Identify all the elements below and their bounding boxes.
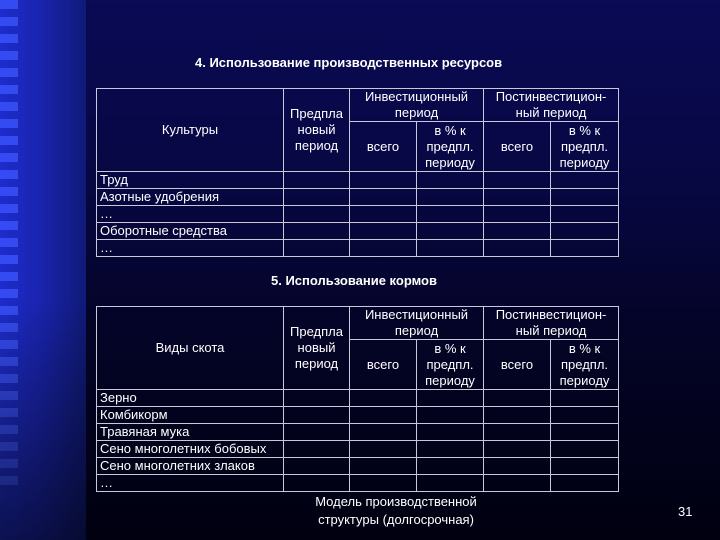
decorative-side-strip <box>0 0 86 540</box>
empty-cell <box>284 223 350 240</box>
slide-footer <box>300 493 492 529</box>
header-planned-period: Предпла новый период <box>284 307 350 390</box>
empty-cell <box>284 424 350 441</box>
table-row <box>97 475 619 492</box>
empty-cell <box>484 441 551 458</box>
empty-cell <box>350 475 417 492</box>
footer-line-2: структуры (долгосрочная) <box>318 512 474 527</box>
empty-cell <box>350 223 417 240</box>
header-investment-period: Инвестиционный период <box>350 89 484 122</box>
empty-cell <box>484 407 551 424</box>
section-title-resources: 4. Использование производственных ресурсов <box>195 55 503 70</box>
empty-cell <box>551 189 619 206</box>
header-percent: в % к предпл. периоду <box>417 340 484 390</box>
row-label: Травяная мука <box>97 424 284 441</box>
empty-cell <box>417 407 484 424</box>
table-row <box>97 458 619 475</box>
empty-cell <box>551 206 619 223</box>
row-label: … <box>97 206 284 223</box>
empty-cell <box>551 424 619 441</box>
row-label: Оборотные средства <box>97 223 284 240</box>
empty-cell <box>417 206 484 223</box>
empty-cell <box>284 458 350 475</box>
empty-cell <box>350 390 417 407</box>
empty-cell <box>484 424 551 441</box>
empty-cell <box>284 390 350 407</box>
table-row <box>97 189 619 206</box>
header-planned-period: Предпла новый период <box>284 89 350 172</box>
header-postinvestment-period: Постинвестицион-ный период <box>484 307 619 340</box>
empty-cell <box>417 189 484 206</box>
row-label: Зерно <box>97 390 284 407</box>
empty-cell <box>484 206 551 223</box>
empty-cell <box>350 206 417 223</box>
table-row <box>97 172 619 189</box>
footer-line-1: Модель производственной <box>315 494 477 509</box>
empty-cell <box>284 206 350 223</box>
feed-table <box>96 306 619 492</box>
empty-cell <box>417 424 484 441</box>
empty-cell <box>417 458 484 475</box>
row-label: Сено многолетних злаков <box>97 458 284 475</box>
row-label: … <box>97 240 284 257</box>
table-row <box>97 441 619 458</box>
empty-cell <box>484 458 551 475</box>
empty-cell <box>350 172 417 189</box>
empty-cell <box>284 475 350 492</box>
header-total: всего <box>484 122 551 172</box>
header-percent: в % к предпл. периоду <box>417 122 484 172</box>
empty-cell <box>350 424 417 441</box>
header-percent: в % к предпл. периоду <box>551 122 619 172</box>
empty-cell <box>284 441 350 458</box>
header-livestock: Виды скота <box>97 307 284 390</box>
empty-cell <box>284 407 350 424</box>
header-total: всего <box>350 122 417 172</box>
header-crops: Культуры <box>97 89 284 172</box>
empty-cell <box>417 223 484 240</box>
empty-cell <box>417 390 484 407</box>
empty-cell <box>484 475 551 492</box>
empty-cell <box>484 189 551 206</box>
section-title-feed: 5. Использование кормов <box>271 273 437 288</box>
header-total: всего <box>350 340 417 390</box>
empty-cell <box>551 475 619 492</box>
row-label: Азотные удобрения <box>97 189 284 206</box>
row-label: … <box>97 475 284 492</box>
empty-cell <box>417 172 484 189</box>
table-row <box>97 223 619 240</box>
empty-cell <box>484 223 551 240</box>
table-row <box>97 240 619 257</box>
empty-cell <box>551 407 619 424</box>
empty-cell <box>284 189 350 206</box>
row-label: Сено многолетних бобовых <box>97 441 284 458</box>
empty-cell <box>350 441 417 458</box>
table-row <box>97 424 619 441</box>
empty-cell <box>484 240 551 257</box>
empty-cell <box>417 475 484 492</box>
table-row <box>97 390 619 407</box>
row-label: Труд <box>97 172 284 189</box>
table-row <box>97 206 619 223</box>
empty-cell <box>551 441 619 458</box>
empty-cell <box>350 240 417 257</box>
header-total: всего <box>484 340 551 390</box>
empty-cell <box>551 240 619 257</box>
empty-cell <box>551 458 619 475</box>
empty-cell <box>484 390 551 407</box>
empty-cell <box>417 441 484 458</box>
empty-cell <box>350 458 417 475</box>
page-number: 31 <box>678 504 693 519</box>
empty-cell <box>484 172 551 189</box>
row-label: Комбикорм <box>97 407 284 424</box>
empty-cell <box>551 223 619 240</box>
empty-cell <box>284 172 350 189</box>
empty-cell <box>551 172 619 189</box>
empty-cell <box>350 189 417 206</box>
resources-table <box>96 88 619 257</box>
table-row <box>97 407 619 424</box>
header-postinvestment-period: Постинвестицион-ный период <box>484 89 619 122</box>
header-investment-period: Инвестиционный период <box>350 307 484 340</box>
empty-cell <box>551 390 619 407</box>
empty-cell <box>284 240 350 257</box>
header-percent: в % к предпл. периоду <box>551 340 619 390</box>
empty-cell <box>350 407 417 424</box>
empty-cell <box>417 240 484 257</box>
